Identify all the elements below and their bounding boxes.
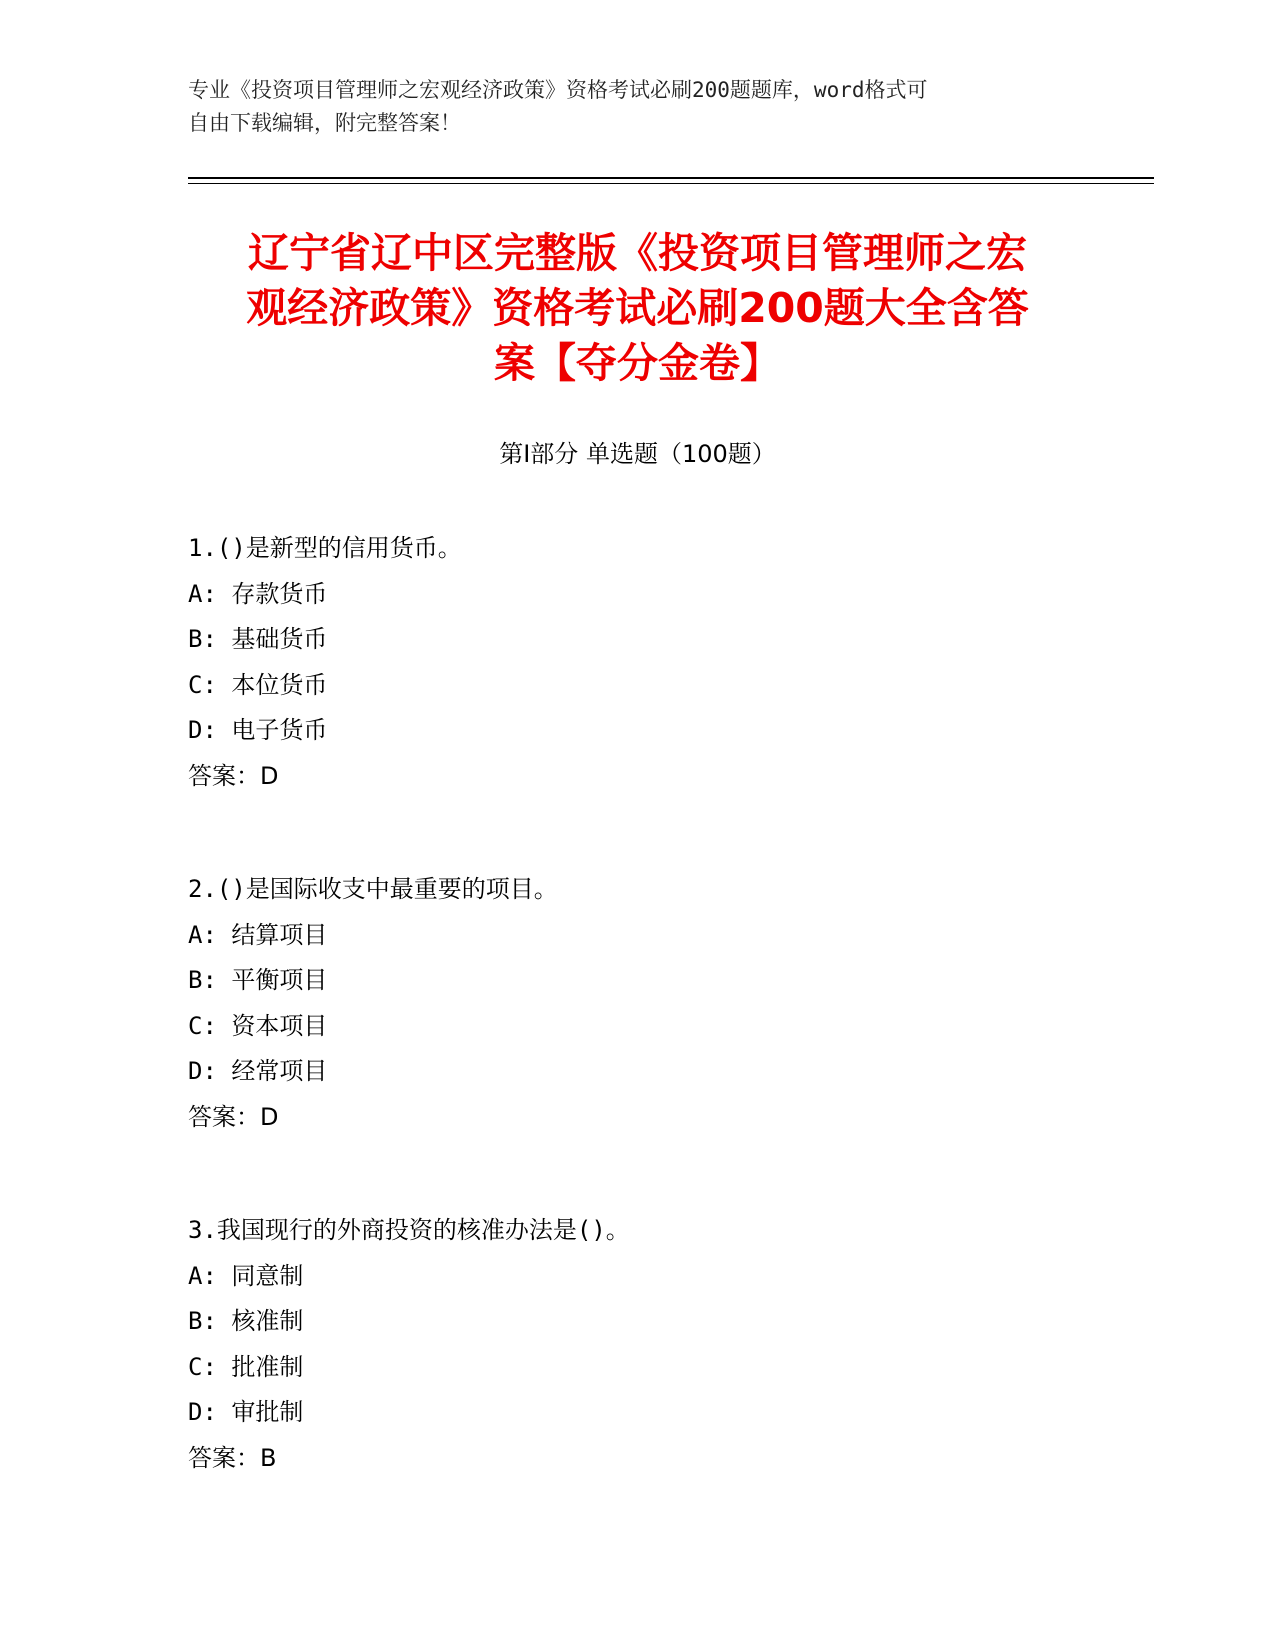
option-a: A: 存款货币 [188, 579, 328, 608]
option-a: A: 同意制 [188, 1261, 304, 1290]
document-title [170, 226, 1105, 391]
question-1 [188, 526, 1088, 799]
question-stem: 2.()是国际收支中最重要的项目。 [188, 875, 558, 903]
option-d: D: 审批制 [188, 1398, 304, 1426]
question-3 [188, 1208, 1088, 1481]
option-b: B: 核准制 [188, 1307, 304, 1335]
option-d: D: 经常项目 [188, 1057, 328, 1085]
question-list [188, 526, 1088, 1549]
header-note-line1: 专业《投资项目管理师之宏观经济政策》资格考试必刷200题题库，word格式可 [188, 78, 928, 102]
question-stem: 3.我国现行的外商投资的核准办法是()。 [188, 1216, 630, 1244]
title-line3: 案【夺分金卷】 [494, 339, 781, 387]
header-note [188, 74, 1068, 140]
option-a: A: 结算项目 [188, 920, 328, 949]
header-divider-thin [188, 183, 1154, 184]
answer: 答案：D [188, 761, 279, 790]
answer: 答案：B [188, 1443, 277, 1472]
option-c: C: 资本项目 [188, 1011, 328, 1040]
option-c: C: 本位货币 [188, 670, 328, 699]
option-b: B: 平衡项目 [188, 966, 328, 994]
question-stem: 1.()是新型的信用货币。 [188, 534, 462, 562]
option-d: D: 电子货币 [188, 716, 328, 744]
title-line1: 辽宁省辽中区完整版《投资项目管理师之宏 [248, 229, 1027, 277]
header-note-line2: 自由下载编辑，附完整答案！ [188, 111, 461, 135]
option-b: B: 基础货币 [188, 625, 328, 653]
answer: 答案：D [188, 1102, 279, 1131]
header-divider-thick [188, 177, 1154, 179]
question-2 [188, 867, 1088, 1140]
section-heading: 第Ⅰ部分 单选题（100题） [499, 440, 776, 468]
title-line2: 观经济政策》资格考试必刷200题大全含答 [246, 284, 1029, 332]
option-c: C: 批准制 [188, 1352, 304, 1381]
